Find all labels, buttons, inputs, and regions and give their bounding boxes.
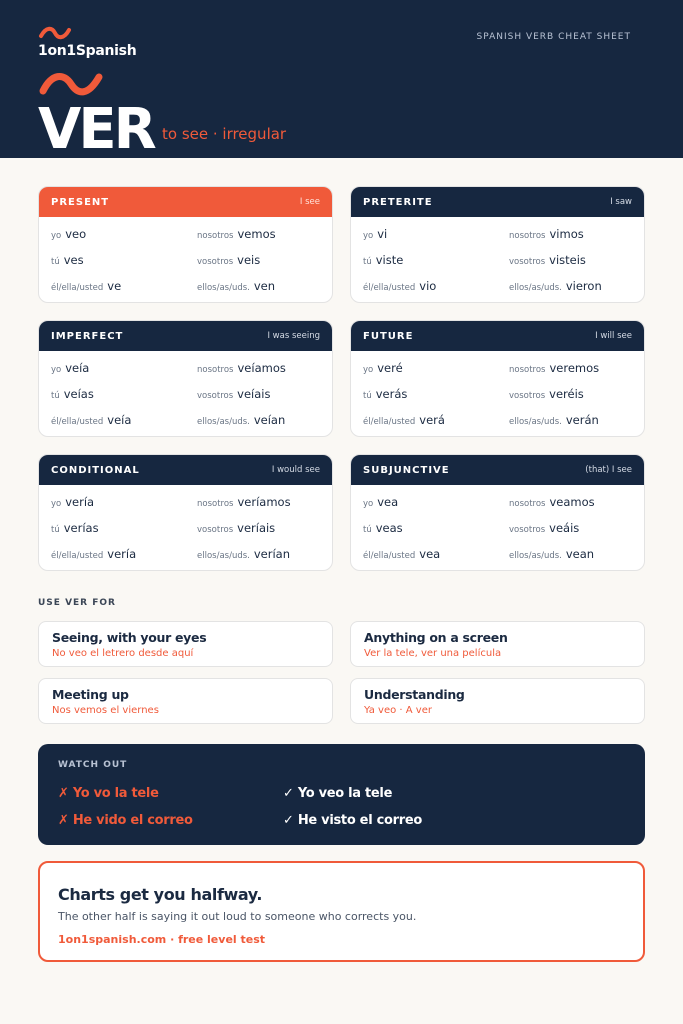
watch-out-panel — [38, 744, 645, 845]
tense-name: PRESENT — [51, 196, 110, 208]
tense-header — [351, 187, 644, 217]
wrong-example: ✗ Yo vo la tele — [58, 786, 159, 801]
conjugation: yo vería — [51, 495, 95, 509]
conjugation: nosotros vimos — [509, 227, 584, 241]
conjugation: tú veas — [363, 521, 403, 535]
conjugation-grid — [39, 351, 332, 437]
tense-card-subjunctive — [350, 454, 645, 571]
cta-text: The other half is saying it out loud to someone who corrects you. — [58, 910, 417, 923]
conjugation: ellos/as/uds. verían — [197, 547, 290, 561]
use-example: Ver la tele, ver una película — [364, 648, 502, 659]
correct-example: ✓ Yo veo la tele — [283, 786, 393, 801]
correct-example: ✓ He visto el correo — [283, 813, 422, 828]
conjugation: nosotros veremos — [509, 361, 600, 375]
conjugation: vosotros visteis — [509, 253, 586, 267]
tense-gloss: I saw — [610, 197, 632, 207]
conjugation: ellos/as/uds. ven — [197, 279, 276, 293]
conjugation-grid — [351, 217, 644, 303]
use-title: Anything on a screen — [364, 630, 508, 645]
conjugation: nosotros vemos — [197, 227, 276, 241]
tense-name: CONDITIONAL — [51, 464, 140, 476]
tense-name: SUBJUNCTIVE — [363, 464, 450, 476]
conjugation: él/ella/usted vio — [363, 279, 437, 293]
conjugation: tú veías — [51, 387, 94, 401]
conjugation: él/ella/usted verá — [363, 413, 445, 427]
conjugation: él/ella/usted vea — [363, 547, 441, 561]
tense-header — [351, 455, 644, 485]
conjugation-grid — [39, 217, 332, 303]
conjugation-grid — [39, 485, 332, 571]
conjugation-grid — [351, 351, 644, 437]
conjugation: ellos/as/uds. vean — [509, 547, 595, 561]
watch-out-label: WATCH OUT — [58, 760, 128, 770]
conjugation: nosotros veíamos — [197, 361, 286, 375]
brand-wave-icon — [38, 70, 104, 98]
wrong-example: ✗ He vido el correo — [58, 813, 193, 828]
use-card — [350, 678, 645, 724]
use-card — [38, 678, 333, 724]
tense-card-present — [38, 186, 333, 303]
tense-header — [39, 187, 332, 217]
use-title: Understanding — [364, 687, 465, 702]
tense-gloss: I would see — [271, 465, 320, 475]
conjugation: tú verías — [51, 521, 99, 535]
conjugation: yo vi — [363, 227, 388, 241]
conjugation: él/ella/usted ve — [51, 279, 122, 293]
conjugation: ellos/as/uds. vieron — [509, 279, 602, 293]
tense-card-conditional — [38, 454, 333, 571]
conjugation: tú ves — [51, 253, 84, 267]
conjugation: vosotros veréis — [509, 387, 584, 401]
use-card — [38, 621, 333, 667]
tense-header — [39, 321, 332, 351]
conjugation: vosotros veis — [197, 253, 261, 267]
conjugation: ellos/as/uds. veían — [197, 413, 286, 427]
verb-title: VER — [38, 97, 154, 162]
tense-name: PRETERITE — [363, 196, 433, 208]
conjugation: vosotros veáis — [509, 521, 580, 535]
logo[interactable]: 1on1Spanish — [38, 43, 137, 59]
conjugation: nosotros veríamos — [197, 495, 291, 509]
tense-header — [39, 455, 332, 485]
tense-card-future — [350, 320, 645, 437]
verb-subtitle: to see · irregular — [162, 125, 287, 143]
conjugation: tú viste — [363, 253, 404, 267]
tense-card-preterite — [350, 186, 645, 303]
tense-card-imperfect — [38, 320, 333, 437]
tense-name: IMPERFECT — [51, 330, 124, 342]
conjugation: tú verás — [363, 387, 408, 401]
tense-header — [351, 321, 644, 351]
cta-title: Charts get you halfway. — [58, 885, 263, 904]
conjugation: yo vea — [363, 495, 399, 509]
tense-gloss: I was seeing — [267, 331, 320, 341]
tense-gloss: I see — [299, 197, 320, 207]
use-example: No veo el letrero desde aquí — [52, 648, 194, 659]
conjugation-grid — [351, 485, 644, 571]
uses-section-label: USE VER FOR — [38, 598, 116, 608]
sheet-label: SPANISH VERB CHEAT SHEET — [476, 32, 631, 42]
header — [0, 0, 683, 162]
conjugation: yo veía — [51, 361, 90, 375]
cta-box — [38, 861, 645, 962]
tense-name: FUTURE — [363, 330, 414, 342]
use-title: Meeting up — [52, 687, 129, 702]
use-example: Nos vemos el viernes — [52, 705, 159, 716]
cta-link[interactable]: 1on1spanish.com · free level test — [58, 933, 266, 946]
logo-wave-icon — [38, 26, 72, 40]
conjugation: yo veo — [51, 227, 87, 241]
conjugation: yo veré — [363, 361, 403, 375]
conjugation: él/ella/usted veía — [51, 413, 132, 427]
conjugation: nosotros veamos — [509, 495, 595, 509]
tense-gloss: (that) I see — [585, 465, 632, 475]
tense-gloss: I will see — [595, 331, 632, 341]
conjugation: vosotros veíais — [197, 387, 271, 401]
conjugation: vosotros veríais — [197, 521, 276, 535]
use-card — [350, 621, 645, 667]
use-example: Ya veo · A ver — [364, 705, 432, 716]
use-title: Seeing, with your eyes — [52, 630, 207, 645]
conjugation: ellos/as/uds. verán — [509, 413, 599, 427]
conjugation: él/ella/usted vería — [51, 547, 137, 561]
